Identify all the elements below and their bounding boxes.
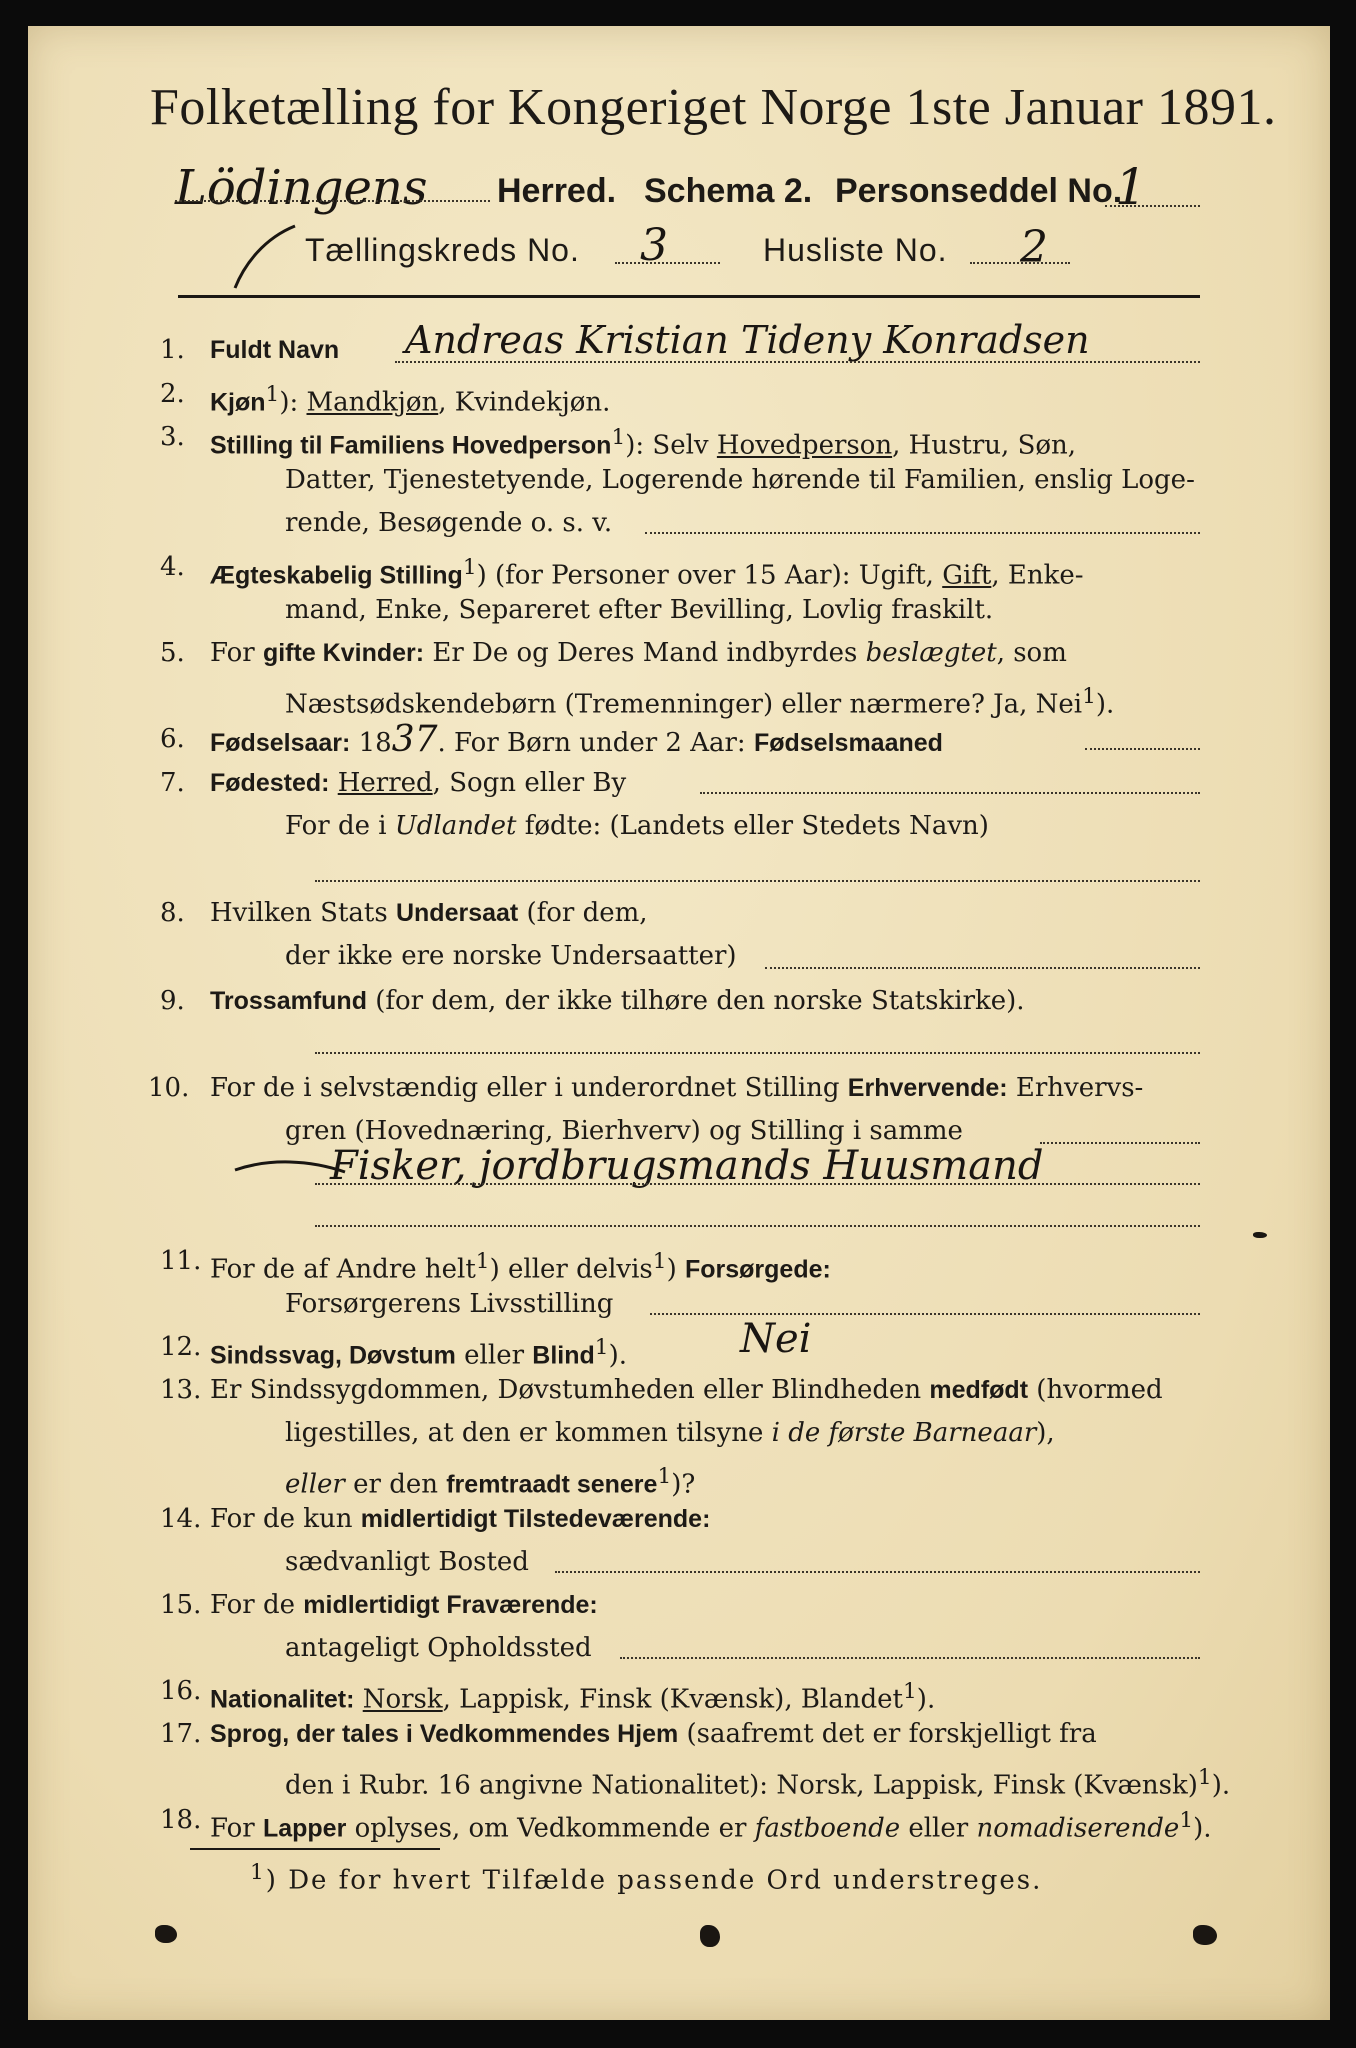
kreds-label: Tællingskreds No. [305, 232, 580, 268]
herred-label: Herred. [497, 172, 617, 210]
full-name-dots [395, 361, 1200, 363]
family-option-hovedperson: Hovedperson [716, 430, 893, 461]
family-position-label: Stilling til Familiens Hovedperson [210, 431, 612, 460]
personseddel-handwriting: 1 [1115, 158, 1147, 216]
nationality-option-norsk: Norsk [362, 1684, 443, 1715]
birthplace-label: Fødested: [210, 769, 330, 797]
temp-absent-label: midlertidigt Fraværende: [303, 1591, 598, 1619]
full-name-label: Fuldt Navn [210, 336, 340, 364]
form-title: Folketælling for Kongeriget Norge 1ste Januar 1891. [150, 79, 1277, 136]
personseddel-label: Personseddel No. [835, 172, 1123, 210]
dependents-label: Forsørgede: [684, 1255, 831, 1284]
ink-mark-margin [1253, 1232, 1267, 1238]
congenital-label: medfødt [929, 1376, 1029, 1404]
kreds-dots [615, 262, 720, 264]
disability-handwriting: Nei [740, 1316, 812, 1362]
kreds-handwriting: 3 [640, 220, 668, 271]
citizenship-label: Undersaat [395, 899, 519, 927]
herred-dots [175, 200, 490, 202]
personseddel-dots [1105, 205, 1200, 207]
sex-label: Kjøn [210, 388, 266, 417]
birthplace-option-herred: Herred [337, 768, 433, 798]
herred-handwriting: Lödingens [175, 160, 428, 216]
nationality-label: Nationalitet: [210, 1685, 355, 1714]
footnote: $^1$) De for hvert Tilfælde passende Ord understreges. [250, 1860, 1043, 1896]
marital-status-label: Ægteskabelig Stilling [210, 561, 463, 590]
lapps-label: Lapper [262, 1814, 347, 1843]
husliste-handwriting: 2 [1020, 222, 1048, 273]
marital-option-gift: Gift [942, 560, 992, 591]
occupation-label: Erhvervende: [847, 1074, 1008, 1102]
sex-option-mandkjon: Mandkjøn [306, 387, 439, 418]
husliste-dots [970, 262, 1070, 264]
married-women-label: gifte Kvinder: [262, 639, 425, 667]
ink-blot-right [1193, 1925, 1217, 1945]
religion-label: Trossamfund [210, 987, 367, 1015]
flourish-j-stroke [225, 218, 315, 293]
ink-blot-left [155, 1925, 177, 1943]
language-label: Sprog, der tales i Vedkommendes Hjem [210, 1720, 679, 1748]
birth-year-handwriting: 37 [391, 719, 438, 760]
husliste-label: Husliste No. [763, 232, 948, 268]
schema-label: Schema 2. [644, 172, 813, 210]
header-rule [178, 295, 1200, 298]
footnote-rule [190, 1848, 440, 1850]
birth-year-label: Fødselsaar: [210, 729, 351, 757]
occupation-handwriting: Fisker, jordbrugsmands Huusmand [330, 1143, 1044, 1189]
ink-blot-center [700, 1925, 720, 1947]
birth-month-label: Fødselsmaaned [753, 729, 943, 757]
full-name-handwriting: Andreas Kristian Tideny Konradsen [405, 318, 1090, 362]
temp-present-label: midlertidigt Tilstedeværende: [360, 1505, 711, 1533]
disability-label: Sindssvag, Døvstum [210, 1341, 456, 1370]
